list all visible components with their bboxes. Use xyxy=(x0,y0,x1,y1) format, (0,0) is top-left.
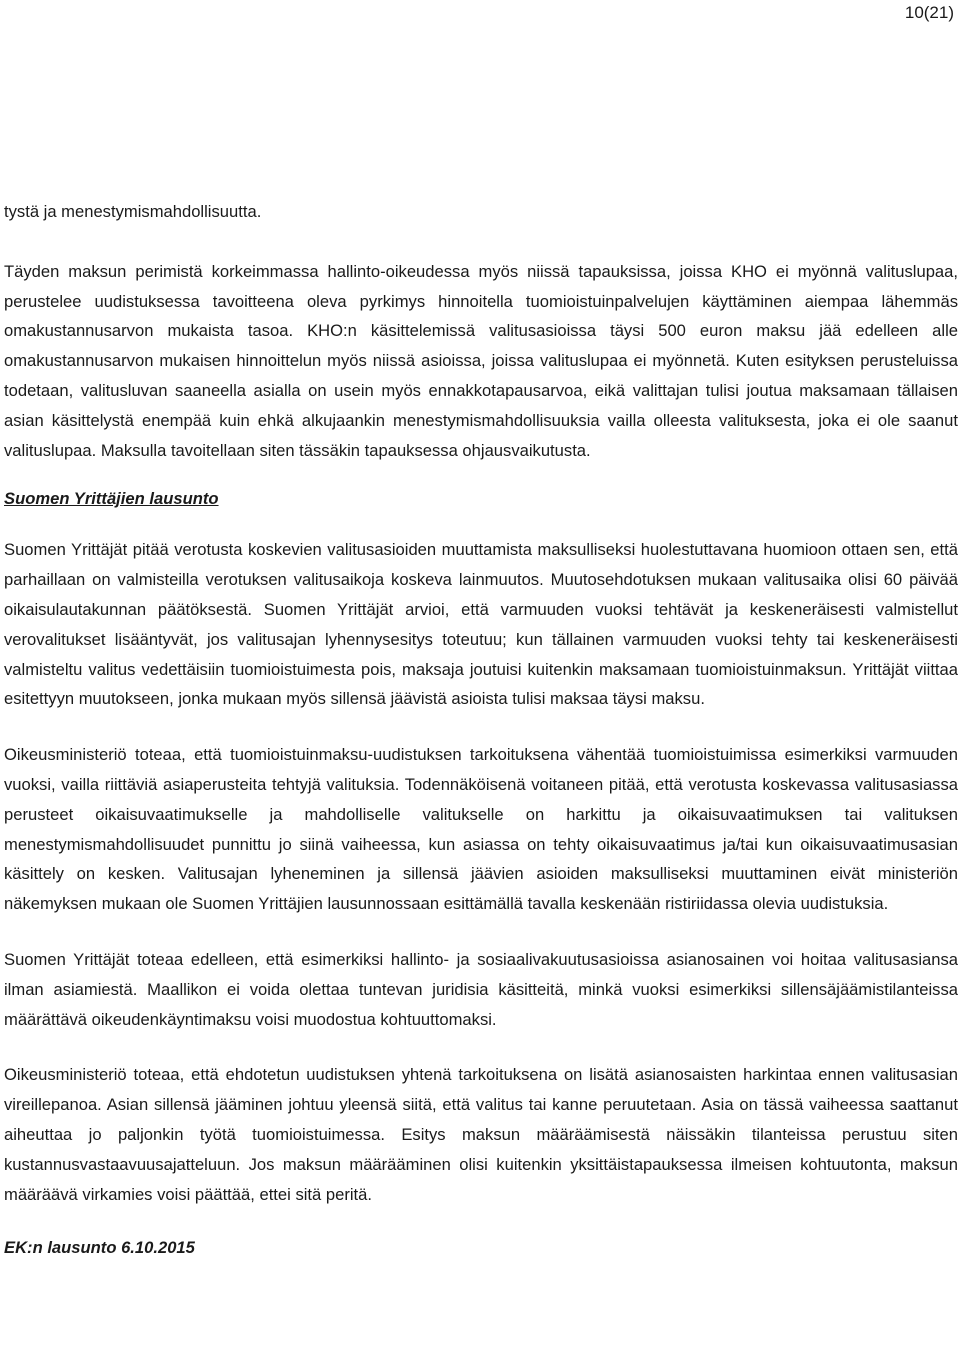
paragraph-ministry-response-1: Oikeusministeriö toteaa, että tuomioistuinmaksu-uudistuksen tarkoituksena vähentää tuomioistuimissa esimerkiksi varmuuden vuoksi, vailla riittäviä asiaperusteita tehtyjä valituksia. Todennäköisenä voitaneen pitää, että verotusta koskevassa valitusasiassa perusteet oikaisuvaatimukselle ja mahdolliselle valitukselle on harkittu ja oikaisuvaatimuksen tai valituksen menestymismahdollisuudet punnittu jo siinä vaiheessa, kun asiassa on tehty oikaisuvaatimus ja/tai kun oikaisuvaatimusasian käsittely on kesken. Valitusajan lyheneminen ja sillensä jäävien asioiden maksulliseksi muuttaminen eivät ministeriön näkemyksen mukaan ole Suomen Yrittäjien lausunnossaan esittämällä tavalla keskenään ristiriidassa olevia uudistuksia. xyxy=(4,745,958,914)
paragraph-ministry-response-2: Oikeusministeriö toteaa, että ehdotetun uudistuksen yhtenä tarkoituksena on lisätä asianosaisten harkintaa ennen valitusasian vireillepanoa. Asian sillensä jääminen johtuu yleensä siitä, että valitus tai kanne peruutetaan. Asia on tässä vaiheessa saattanut aiheuttaa jo paljonkin työtä tuomioistuimessa. Esitys maksun määräämisestä näissäkin tilanteissa perustuu siten kustannusvastaavuusajatteluun. Jos maksun määrääminen olisi kuitenkin yksittäistapauksessa ilmeisen kohtuutonta, maksun määräävä virkamies voisi päättää, ettei sitä peritä. xyxy=(4,1065,958,1204)
paragraph-suomen-yrittajat-tax: Suomen Yrittäjät pitää verotusta koskevien valitusasioiden muuttamista maksulliseksi huolestuttavana huomioon ottaen sen, että parhaillaan on valmisteilla verotuksen valitusaikoja koskeva lainmuutos. Muutosehdotuksen mukaan valitusaika olisi 60 päivää oikaisulautakunnan päätöksestä. Suomen Yrittäjät arvioi, että varmuuden vuoksi tehtävät ja keskeneräisesti valmistellut verovalitukset lisääntyvät, jos valitusajan lyhennysesitys toteutuu; kun tällainen varmuuden vuoksi tehty tai keskeneräisesti valmisteltu valitus vedettäisiin tuomioistuimesta pois, maksaja joutuisi kuitenkin maksamaan tuomioistuinmaksun. Yrittäjät viittaa esitettyyn muutokseen, jonka mukaan myös sillensä jäävistä asioista tulisi maksaa täysi maksu. xyxy=(4,540,958,709)
paragraph-full-fee-kho: Täyden maksun perimistä korkeimmassa hallinto-oikeudessa myös niissä tapauksissa, joissa KHO ei myönnä valituslupaa, perustelee uudistuksessa tavoitteena oleva pyrkimys hinnoitella tuomioistuinpalvelujen käyttäminen aiempaa lähemmäs omakustannusarvon mukaista tasoa. KHO:n käsittelemissä valitusasioissa täysi 500 euron maksu jää edelleen alle omakustannusarvon mukaisen hinnoittelun myös niissä asioissa, joissa valituslupaa ei myönnetä. Kuten esityksen perusteluissa todetaan, valitusluvan saaneella asialla on usein myös ennakkotapausarvoa, eikä valittajan tulisi joutua maksamaan tällaisen asian käsittelystä enempää kuin ehkä alkujaankin menestymismahdollisuuksia vailla olleesta valituksesta, joka ei ole saanut valituslupaa. Maksulla tavoitellaan siten tässäkin tapauksessa ohjausvaikutusta. xyxy=(4,261,958,460)
document-body xyxy=(4,197,958,1259)
page-number: 10(21) xyxy=(904,3,954,22)
next-section-heading: EK:n lausunto 6.10.2015 xyxy=(4,1238,195,1258)
continued-paragraph: tystä ja menestymismahdollisuutta. xyxy=(4,202,262,221)
paragraph-suomen-yrittajat-layman: Suomen Yrittäjät toteaa edelleen, että esimerkiksi hallinto- ja sosiaalivakuutusasioissa asianosainen voi hoitaa valitusasiansa ilman asiamiestä. Maallikon ei voida olettaa tuntevan juridisia käsitteitä, minkä vuoksi esimerkiksi sillensäjäämistilanteissa määrättävä oikeudenkäyntimaksu voisi muodostua kohtuuttomaksi. xyxy=(4,949,958,1029)
section-heading: Suomen Yrittäjien lausunto xyxy=(4,489,219,509)
